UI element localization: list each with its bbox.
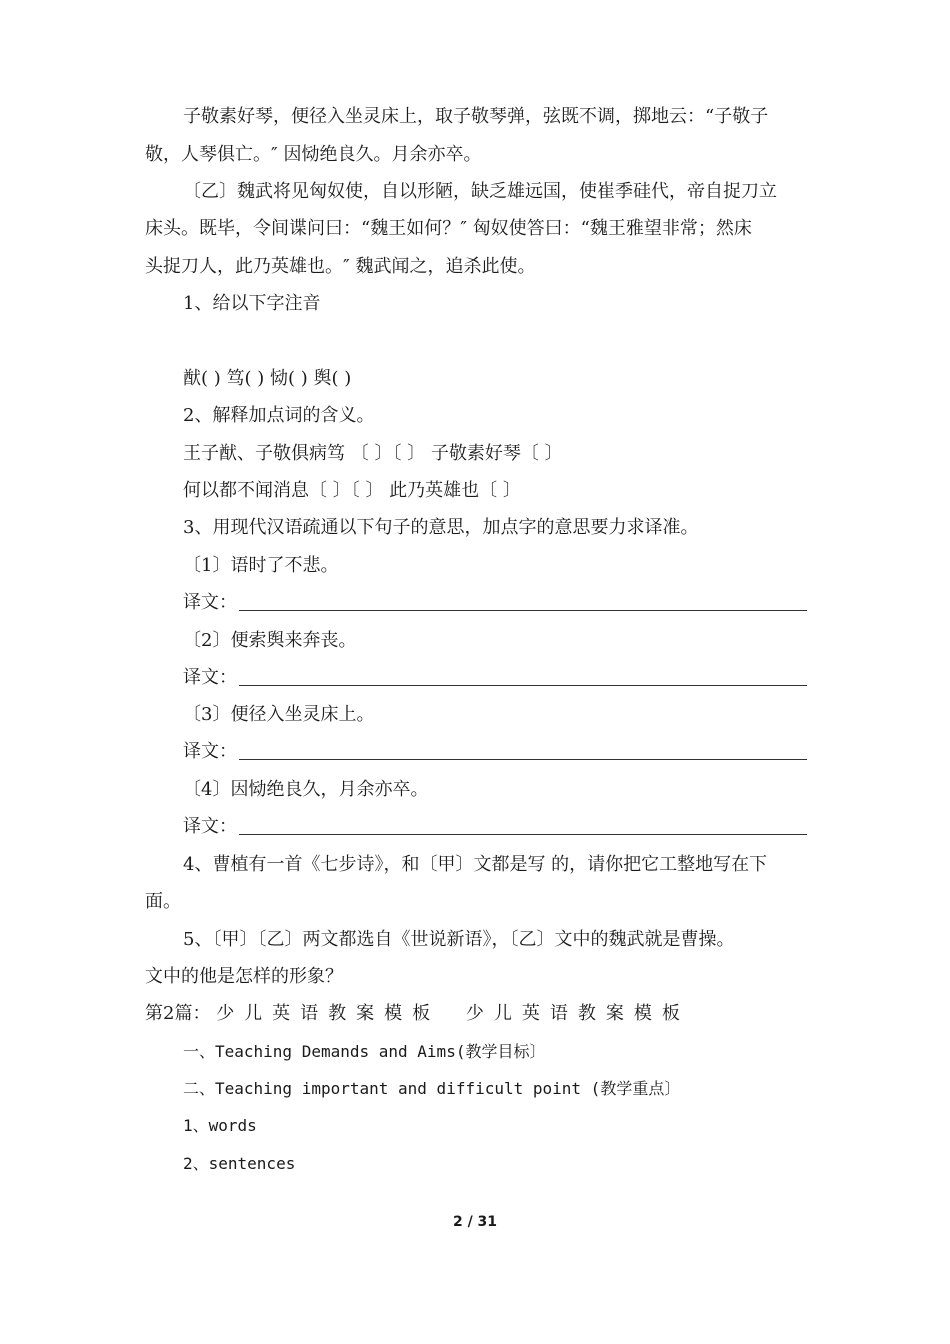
sentence-4: 〔4〕因恸绝良久，月余亦卒。 xyxy=(183,779,429,800)
question-2-items-a: 王子猷、子敬俱病笃 〔 〕〔 〕 子敬素好琴〔 〕 xyxy=(183,443,563,464)
answer-underline xyxy=(239,610,807,611)
translation-label: 译文： xyxy=(183,667,237,688)
translation-label: 译文： xyxy=(183,592,237,613)
answer-underline xyxy=(239,685,807,686)
english-item-3: 1、words xyxy=(183,1116,257,1135)
section-2-heading xyxy=(145,1002,690,1026)
paragraph-line: 敬，人琴俱亡。″ 因恸绝良久。月余亦卒。 xyxy=(145,144,482,165)
paragraph-line: 头捉刀人，此乃英雄也。″ 魏武闻之，追杀此使。 xyxy=(145,256,536,277)
question-2: 2、解释加点词的含义。 xyxy=(183,405,375,426)
sentence-1: 〔1〕语时了不悲。 xyxy=(183,555,339,576)
question-5: 5、〔甲〕〔乙〕两文都选自《世说新语》，〔乙〕文中的魏武就是曹操。 xyxy=(183,929,735,950)
question-4: 4、曹植有一首《七步诗》，和〔甲〕文都是写 的，请你把它工整地写在下 xyxy=(183,854,768,875)
english-item-1: 一、Teaching Demands and Aims(教学目标〕 xyxy=(183,1042,546,1061)
english-item-2: 二、Teaching important and difficult point (教学重点〕 xyxy=(183,1079,681,1098)
sentence-2: 〔2〕便索舆来奔丧。 xyxy=(183,630,357,651)
paragraph-line: 〔乙〕魏武将见匈奴使，自以形陋，缺乏雄远国，使崔季硅代，帝自捉刀立 xyxy=(183,181,777,202)
translation-line-4 xyxy=(183,815,807,839)
question-5-cont: 文中的他是怎样的形象？ xyxy=(145,966,343,987)
sentence-3: 〔3〕便径入坐灵床上。 xyxy=(183,704,375,725)
translation-label: 译文： xyxy=(183,741,237,762)
section-2-title: 少儿英语教案模板 xyxy=(216,1003,441,1024)
answer-underline xyxy=(239,834,807,835)
translation-line-2 xyxy=(183,666,807,690)
question-1: 1、给以下字注音 xyxy=(183,293,321,314)
translation-line-3 xyxy=(183,740,807,764)
page-number: 2 / 31 xyxy=(452,1214,498,1230)
translation-label: 译文： xyxy=(183,816,237,837)
question-4-cont: 面。 xyxy=(145,891,181,912)
section-2-title-repeat: 少儿英语教案模板 xyxy=(465,1003,690,1024)
answer-underline xyxy=(239,759,807,760)
translation-line-1 xyxy=(183,591,807,615)
question-1-chars: 猷( ) 笃( ) 恸( ) 舆( ) xyxy=(183,368,352,389)
question-3: 3、用现代汉语疏通以下句子的意思，加点字的意思要力求译准。 xyxy=(183,517,699,538)
question-2-items-b: 何以都不闻消息〔 〕〔 〕 此乃英雄也〔 〕 xyxy=(183,480,521,501)
section-2-prefix: 第2篇： xyxy=(145,1003,211,1024)
paragraph-line: 床头。既毕，令间谍问曰：“魏王如何？″ 匈奴使答曰：“魏王雅望非常；然床 xyxy=(145,218,752,239)
english-item-4: 2、sentences xyxy=(183,1154,296,1173)
paragraph-line: 子敬素好琴，便径入坐灵床上，取子敬琴弹，弦既不调，掷地云：“子敬子 xyxy=(183,106,769,127)
